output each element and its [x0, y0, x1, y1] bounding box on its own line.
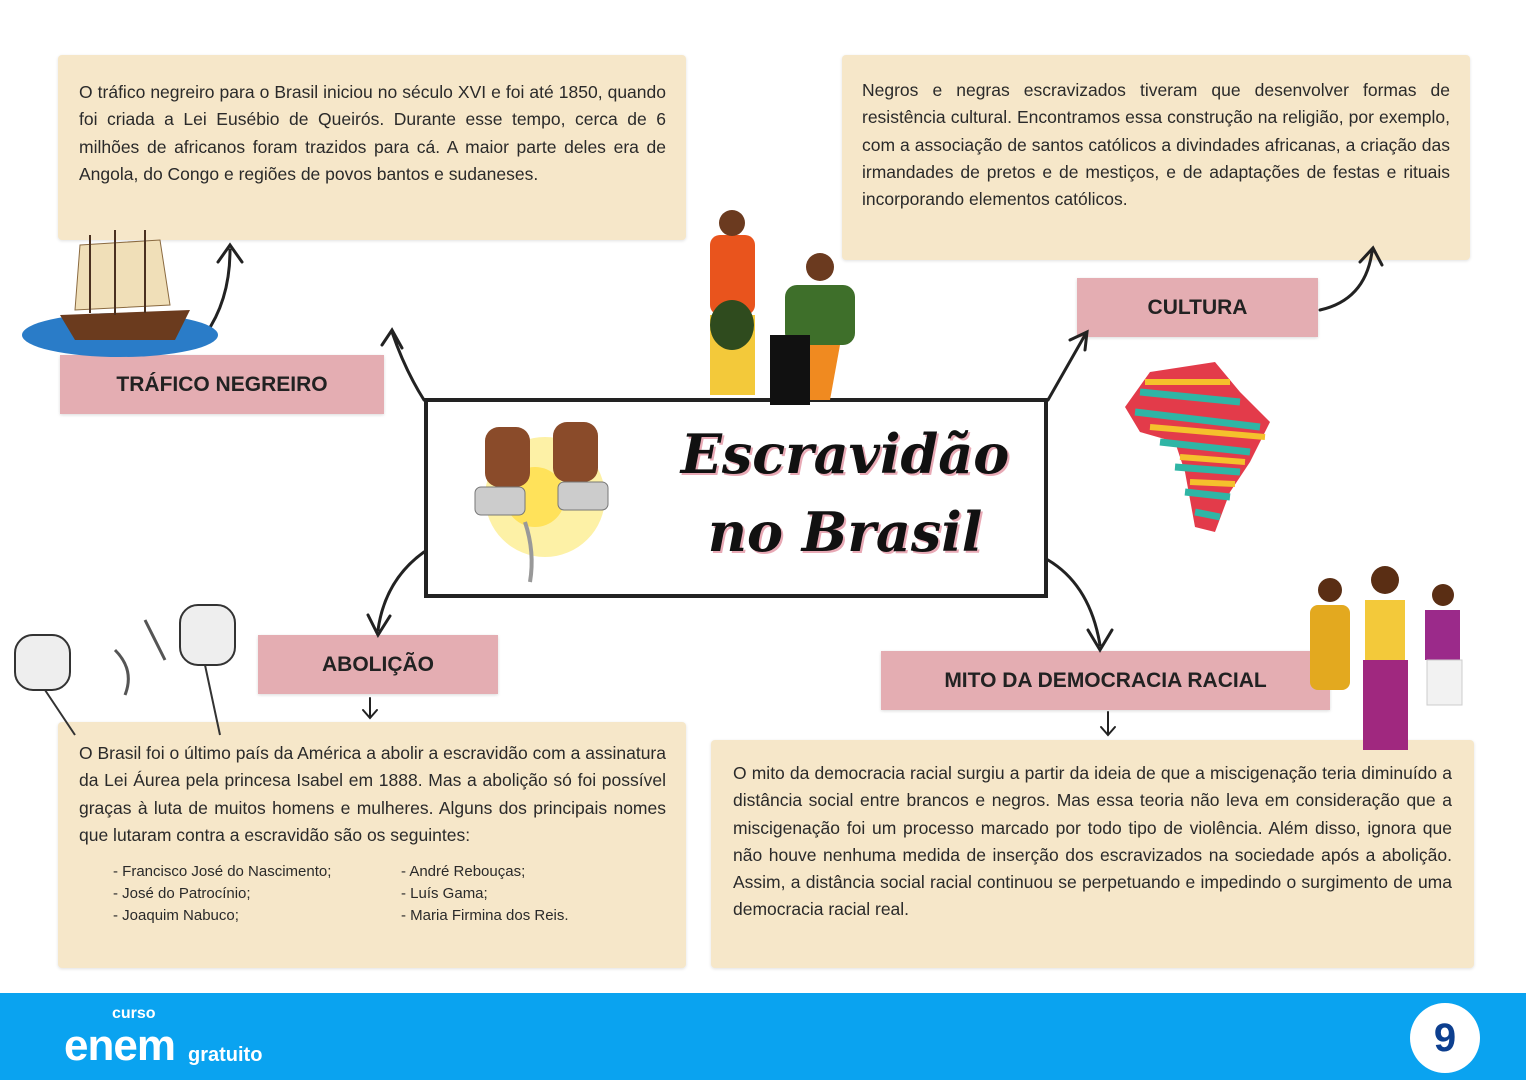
logo-gratuito-text: gratuito	[188, 1044, 263, 1066]
abolicao-label: ABOLIÇÃO	[258, 635, 498, 694]
drummers-illustration	[690, 205, 870, 425]
list-item: - Luís Gama;	[401, 885, 488, 903]
cultura-text: Negros e negras escravizados tiveram que desenvolver formas de resistência cultural. Encontramos essa construção na religião, por exemplo, com a associação de santos católicos a divindades africanas, a criação das irmandades de pretos e de mestiços, e de adaptações de festas e rituais incorporando elementos católicos.	[862, 80, 1450, 210]
ship-illustration	[20, 215, 220, 365]
list-item: - José do Patrocínio;	[113, 885, 251, 903]
mito-label: MITO DA DEMOCRACIA RACIAL	[881, 651, 1330, 710]
abolicao-text: O Brasil foi o último país da América a abolir a escravidão com a assinatura da Lei Áurea pela princesa Isabel em 1888. Mas a abolição só foi possível graças à luta de muitos homens e mulheres. Alguns dos principais nomes que lutaram contra a escravidão são os seguintes:	[79, 743, 666, 845]
logo-curso-text: curso	[112, 1005, 156, 1022]
chained-fists-illustration	[5, 600, 245, 740]
protesters-illustration	[1295, 545, 1485, 760]
title-line-2: no Brasil	[707, 500, 983, 564]
list-item: - Maria Firmina dos Reis.	[401, 907, 569, 925]
list-item: - André Rebouças;	[401, 863, 526, 881]
trafico-label: TRÁFICO NEGREIRO	[60, 355, 384, 414]
trafico-text: O tráfico negreiro para o Brasil iniciou no século XVI e foi até 1850, quando foi criada a Lei Eusébio de Queirós. Durante esse tempo, cerca de 6 milhões de africanos foram trazidos para cá. A maior parte deles era de Angola, do Congo e regiões de povos bantos e sudaneses.	[79, 82, 666, 184]
cultura-label: CULTURA	[1077, 278, 1318, 337]
page-number: 9	[1410, 1003, 1480, 1073]
list-item: - Francisco José do Nascimento;	[113, 863, 332, 881]
africa-map-illustration	[1120, 352, 1280, 542]
logo-enem-text: enem	[64, 1021, 175, 1070]
broken-chains-fists-illustration	[445, 402, 645, 592]
title-line-1: Escravidão	[680, 422, 1010, 486]
mito-text: O mito da democracia racial surgiu a partir da ideia de que a miscigenação teria diminuído a distância social entre brancos e negros. Mas essa teoria não leva em consideração que a miscigenação foi um processo marcado por todo tipo de violência. Além disso, ignora que não houve nenhuma medida de inserção dos escravizados na sociedade após a abolição. Assim, a distância social racial continuou se perpetuando e impedindo o surgimento de uma democracia racial real.	[733, 763, 1452, 920]
curso-enem-gratuito-logo	[64, 1006, 294, 1072]
list-item: - Joaquim Nabuco;	[113, 907, 239, 925]
